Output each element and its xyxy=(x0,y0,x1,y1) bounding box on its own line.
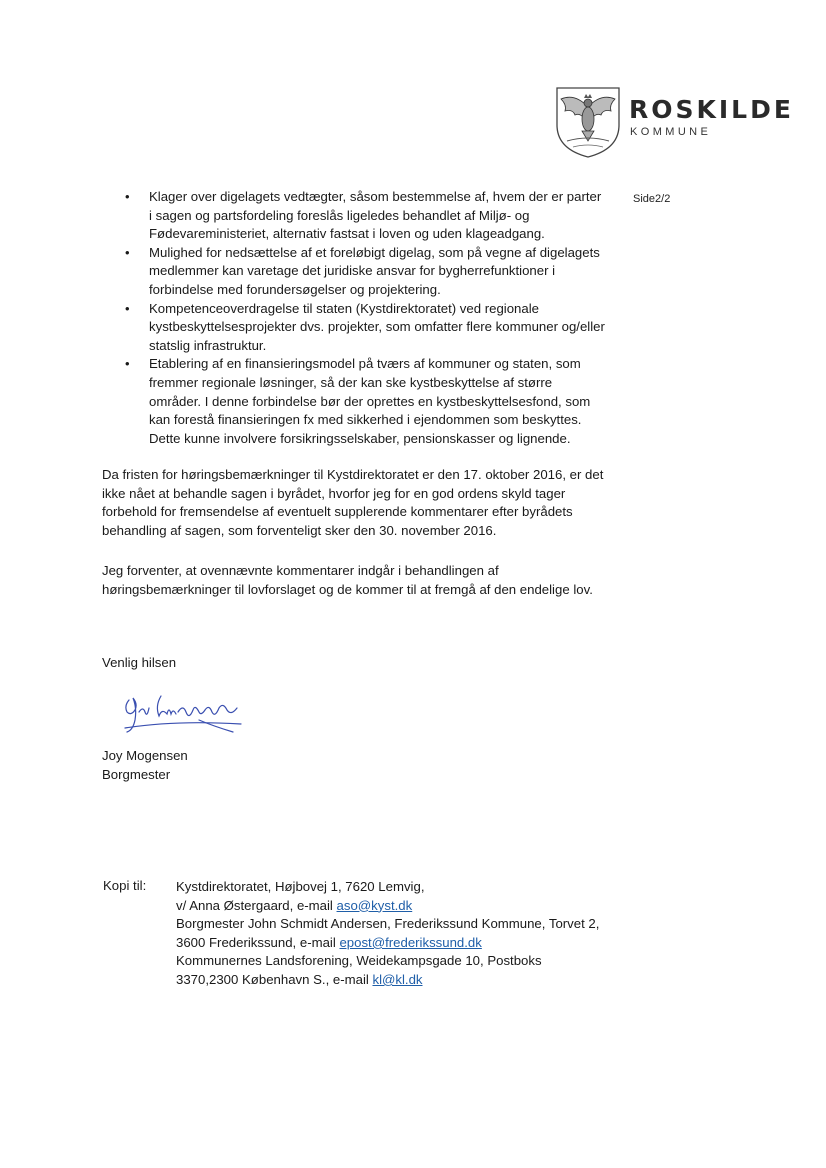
email-link-kl[interactable]: kl@kl.dk xyxy=(372,971,423,987)
email-link-kyst[interactable]: aso@kyst.dk xyxy=(336,897,413,913)
list-item: • Mulighed for nedsættelse af et foreløbigt digelag, som på vegne af digelagets medlemmer kan varetage det juridiske ansvar for bygherrefunktioner i forbindelse med forundersøgelser og projektering. xyxy=(122,244,642,300)
paragraph-expectation: Jeg forventer, at ovennævnte kommentarer indgår i behandlingen af høringsbemærkninger til lovforslaget og de kommer til at fremgå af den endelige lov. xyxy=(102,563,593,597)
signer-block xyxy=(102,747,188,784)
list-item: • Klager over digelagets vedtægter, såsom bestemmelse af, hvem der er parter i sagen og partsfordeling foreslås ligeledes behandlet af Miljø- og Fødevareministeriet, alternativ fastsat i loven og uden klageadgang. xyxy=(122,188,642,244)
list-item: • Kompetenceoverdragelse til staten (Kystdirektoratet) ved regionale kystbeskyttelsesprojekter dvs. projekter, som omfatter flere kommuner og/eller statslig infrastruktur. xyxy=(122,300,642,356)
signer-title: Borgmester xyxy=(102,766,171,782)
brand-name: ROSKILDE xyxy=(629,95,794,124)
page-number: Side2/2 xyxy=(633,193,671,205)
bullet-list xyxy=(122,188,642,448)
email-link-frederikssund[interactable]: epost@frederikssund.dk xyxy=(339,934,482,950)
copy-recipients: Kystdirektoratet, Højbovej 1, 7620 Lemvig, v/ Anna Østergaard, e-mail aso@kyst.dk Borgmester John Schmidt Andersen, Frederikssund Kommune, Torvet 2, 3600 Frederikssund, e-mail epost@frederikssund.dk Kommunernes Landsforening, Weidekampsgade 10, Postboks 3370,2300 København S., e-mail kl@kl.dk xyxy=(176,879,600,987)
brand-subtitle: KOMMUNE xyxy=(630,126,712,138)
eagle-coat-of-arms-icon xyxy=(553,85,623,159)
signer-name: Joy Mogensen xyxy=(102,748,188,763)
list-item: • Etablering af en finansieringsmodel på tværs af kommuner og staten, som fremmer regionale løsninger, så der kan ske kystbeskyttelse af større områder. I denne forbindelse bør der oprettes en kystbeskyttelsesfond, som kan forestå finansieringen fx med sikkerhed i ejendommen som beskyttes. Dette kunne involvere forsikringsselskaber, pensionskasser og lignende. xyxy=(122,355,642,448)
greeting: Venlig hilsen xyxy=(102,655,177,670)
handwritten-signature xyxy=(115,690,250,740)
paragraph-deadline: Da fristen for høringsbemærkninger til Kystdirektoratet er den 17. oktober 2016, er det ikke nået at behandle sagen i byrådet, hvorfor jeg for en god ordens skyld tager forbehold for fremsendelse af eventuelt supplerende kommentarer efter byrådets behandling af sagen, som forventeligt sker den 30. november 2016. xyxy=(102,467,604,538)
copy-label: Kopi til: xyxy=(103,878,147,893)
